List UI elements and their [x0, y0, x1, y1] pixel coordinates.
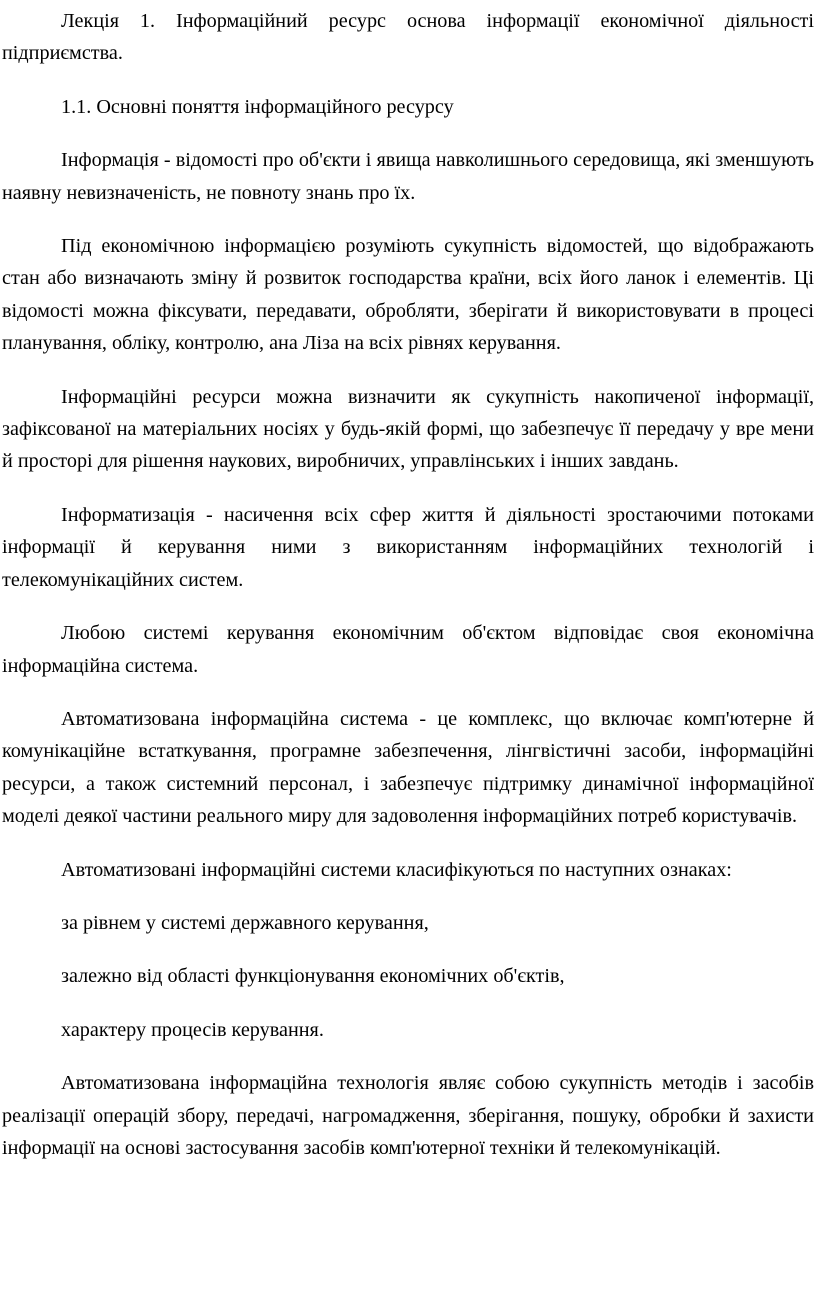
paragraph-automated-information-technology: Автоматизована інформаційна технологія являє собою сукупність методів і засобів реалізації операцій збору, передачі, нагромадження, зберігання, пошуку, обробки й захисти інформації на основі застосування засобів комп'ютерної техніки й телекомунікацій. [2, 1072, 814, 1159]
paragraph-classification-intro: Автоматизовані інформаційні системи класифікуються по наступних ознаках: [61, 858, 732, 881]
paragraph-economic-information: Під економічною інформацією розуміють сукупність відомостей, що відображають стан або визначають зміну й розвиток господарства країни, всіх його ланок і елементів. Ці відомості можна фіксувати, передавати, обробляти, зберігати й використовувати в процесі планування, обліку, контролю, ана Ліза на всіх рівнях керування. [2, 235, 814, 355]
paragraph-economic-information-system: Любою системі керування економічним об'єктом відповідає своя економічна інформаційна система. [2, 622, 814, 677]
list-item: залежно від області функціонування економічних об'єктів, [61, 965, 565, 988]
list-item: характеру процесів керування. [61, 1018, 324, 1041]
paragraph-information-resources: Інформаційні ресурси можна визначити як сукупність накопиченої інформації, зафіксованої на матеріальних носіях у будь-якій формі, що забезпечує її передачу у вре мени й просторі для рішення наукових, виробничих, управлінських і інших завдань. [2, 385, 814, 473]
paragraph-informatization: Інформатизація - насичення всіх сфер життя й діяльності зростаючими потоками інформації й керування ними з використанням інформаційних технологій і телекомунікаційних систем. [2, 503, 814, 591]
lecture-title: Лекція 1. Інформаційний ресурс основа інформації економічної діяльності підприємства. [2, 10, 814, 65]
list-item: за рівнем у системі державного керування, [61, 911, 429, 934]
paragraph-information-definition: Інформація - відомості про об'єкти і явища навколишнього середовища, які зменшують наявну невизначеність, не повноту знань про їх. [2, 149, 814, 204]
section-heading: 1.1. Основні поняття інформаційного ресурсу [61, 95, 454, 118]
paragraph-automated-information-system: Автоматизована інформаційна система - це комплекс, що включає комп'ютерне й комунікаційне встаткування, програмне забезпечення, лінгвістичні засоби, інформаційні ресурси, а також системний персонал, і забезпечує підтримку динамічної інформаційної моделі деякої частини реального миру для задоволення інформаційних потреб користувачів. [2, 707, 814, 828]
